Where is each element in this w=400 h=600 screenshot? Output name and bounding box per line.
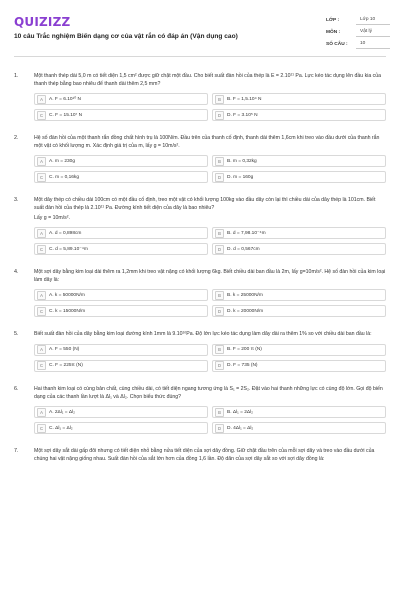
header-divider	[14, 56, 386, 57]
question-paragraph: Hệ số đàn hồi của một thanh rắn đồng chất hình trụ là 100N/m. Đầu trên của thanh cố định, thanh dài thêm 1,6cm khi treo vào đầu dưới của thanh rắn một vật có khối lượng m. Xác định giá trị của m, lấy g = 10m/s².	[34, 135, 380, 149]
question-4	[14, 269, 386, 317]
answer-option-d[interactable]	[212, 305, 386, 317]
answer-options	[34, 227, 386, 255]
option-label: C. m = 0,16kg	[49, 174, 79, 180]
answer-options	[34, 289, 386, 317]
question-text	[34, 73, 386, 88]
question-spacer	[0, 317, 400, 331]
option-letter-box: B	[215, 95, 224, 104]
question-paragraph: Một dây thép có chiều dài 100cm có một đầu cố định, treo một vật có khối lượng 100kg vào đầu dây còn lại thì chiều dài của dây thép là 101cm. Biết suất đàn hồi của thép là 2.10¹¹ Pa. Đường kính tiết diện của dây là bao nhiêu?	[34, 197, 376, 211]
meta-question-count	[326, 38, 390, 50]
question-5	[14, 331, 386, 372]
question-number: 5.	[14, 331, 19, 338]
meta-value: Lớp 10	[356, 15, 390, 25]
option-letter-box: B	[215, 408, 224, 417]
question-body	[34, 135, 386, 183]
option-label: C. Δl₁ = Δl₂	[49, 425, 73, 431]
option-letter-box: D	[215, 111, 224, 120]
answer-option-b[interactable]	[212, 227, 386, 239]
answer-options	[34, 406, 386, 434]
question-body	[34, 386, 386, 434]
option-label: A. m = 230g	[49, 158, 75, 164]
option-letter-box: D	[215, 173, 224, 182]
question-text	[34, 386, 386, 401]
option-letter-box: D	[215, 307, 224, 316]
option-letter-box: B	[215, 291, 224, 300]
question-body	[34, 448, 386, 463]
meta-label: SỐ CÂU :	[326, 41, 348, 47]
option-letter-box: C	[37, 173, 46, 182]
question-1	[14, 73, 386, 121]
option-label: C. d = 5,89.10⁻⁴m	[49, 246, 88, 252]
question-paragraph: Lấy g = 10m/s².	[34, 214, 70, 221]
question-spacer	[0, 463, 400, 477]
question-spacer	[0, 183, 400, 197]
answer-option-a[interactable]	[34, 155, 208, 167]
question-body	[34, 269, 386, 317]
question-spacer	[0, 372, 400, 386]
page-title: 10 câu Trắc nghiệm Biến dạng cơ của vật rắn có đáp án (Vận dụng cao)	[14, 33, 238, 40]
answer-option-b[interactable]	[212, 289, 386, 301]
question-2	[14, 135, 386, 183]
answer-option-c[interactable]	[34, 109, 208, 121]
option-letter-box: A	[37, 157, 46, 166]
question-number: 1.	[14, 73, 19, 79]
option-label: A. F = 6.10¹⁰ N	[49, 96, 81, 102]
answer-option-a[interactable]	[34, 406, 208, 418]
option-letter-box: B	[215, 345, 224, 354]
question-6	[14, 386, 386, 434]
option-label: B. m = 0,32kg	[227, 158, 257, 164]
option-label: D. F = 735 (N)	[227, 363, 258, 369]
question-spacer	[0, 121, 400, 135]
option-letter-box: A	[37, 291, 46, 300]
option-letter-box: C	[37, 111, 46, 120]
answer-option-a[interactable]	[34, 289, 208, 301]
question-spacer	[0, 255, 400, 269]
answer-option-a[interactable]	[34, 344, 208, 356]
quizizz-logo: QUIZIZZ	[14, 15, 71, 29]
question-text	[34, 448, 386, 463]
question-number: 2.	[14, 135, 19, 142]
meta-label: LỚP :	[326, 17, 340, 23]
answer-option-b[interactable]	[212, 344, 386, 356]
answer-option-c[interactable]	[34, 305, 208, 317]
answer-options	[34, 344, 386, 372]
question-number: 3.	[14, 197, 19, 204]
answer-option-b[interactable]	[212, 155, 386, 167]
question-paragraph: Một sợi dây sắt dài gấp đôi nhưng có tiết diện nhỏ bằng nửa tiết diện của sợi dây đồng. Giữ chặt đầu trên của mỗi sợi dây và treo vào đầu dưới của chúng hai vật nặng giống nhau. Suất đàn hồi của sắt lớn hơn của đồng 1,6 lần. Độ dãn của sợi dây sắt so với sợi dây đồng là:	[34, 448, 375, 462]
question-paragraph: Một sợi dây bằng kim loại dài thêm ra 1,2mm khi treo vật nặng có khối lượng 6kg. Biết chiều dài ban đầu là 2m, lấy g=10m/s². Hệ số đàn hồi của kim loại làm dây là:	[34, 269, 386, 283]
option-label: C. F = 15.10⁷ N	[49, 112, 83, 118]
option-label: B. F = 1,5.10⁴ N	[227, 96, 262, 102]
answer-options	[34, 93, 386, 121]
answer-option-c[interactable]	[34, 360, 208, 372]
option-label: D. F = 3.10⁵ N	[227, 112, 258, 118]
option-letter-box: A	[37, 345, 46, 354]
question-text	[34, 197, 386, 222]
option-label: A. 2Δl₁ = Δl₂	[49, 409, 76, 415]
option-letter-box: A	[37, 229, 46, 238]
option-letter-box: C	[37, 424, 46, 433]
question-list	[0, 73, 400, 477]
option-label: D. k = 20000N/m	[227, 308, 264, 314]
option-letter-box: D	[215, 245, 224, 254]
option-label: A. k = 50000N/m	[49, 292, 85, 298]
option-label: B. F = 200 π (N)	[227, 347, 262, 353]
answer-option-d[interactable]	[212, 422, 386, 434]
answer-option-c[interactable]	[34, 422, 208, 434]
answer-option-b[interactable]	[212, 406, 386, 418]
option-label: C. F = 225π (N)	[49, 363, 83, 369]
question-paragraph: Hai thanh kim loại có cùng bản chất, cùng chiều dài, có tiết diện ngang tương ứng là S₁ = 2S₂. Đặt vào hai thanh những lực có cùng độ lớn. Gọi độ biến dạng của các thanh lần lượt là Δl₁ và Δl₂. Chọn biểu thức đúng?	[34, 385, 383, 400]
option-letter-box: C	[37, 361, 46, 370]
option-letter-box: C	[37, 307, 46, 316]
question-body	[34, 73, 386, 121]
question-body	[34, 331, 386, 372]
answer-option-c[interactable]	[34, 171, 208, 183]
option-letter-box: B	[215, 229, 224, 238]
option-label: A. F = 550 (N)	[49, 347, 80, 353]
question-paragraph: Biết suất đàn hồi của dây bằng kim loại đường kính 1mm là 9.10¹⁰Pa. Độ lớn lực kéo tác dụng làm dây dài ra thêm 1% so với chiều dài ban đầu là:	[34, 331, 372, 338]
option-label: D. m = 160g	[227, 174, 254, 180]
answer-option-a[interactable]	[34, 93, 208, 105]
meta-value: Vật lý	[356, 27, 390, 37]
question-3	[14, 197, 386, 255]
option-letter-box: A	[37, 95, 46, 104]
question-body	[34, 197, 386, 255]
option-letter-box: A	[37, 408, 46, 417]
answer-option-d[interactable]	[212, 171, 386, 183]
answer-option-b[interactable]	[212, 93, 386, 105]
answer-option-d[interactable]	[212, 360, 386, 372]
question-spacer	[0, 434, 400, 448]
option-letter-box: D	[215, 361, 224, 370]
answer-options	[34, 155, 386, 183]
question-number: 4.	[14, 269, 19, 276]
meta-class	[326, 14, 390, 26]
answer-option-d[interactable]	[212, 109, 386, 121]
meta-value: 10	[356, 39, 390, 49]
answer-option-c[interactable]	[34, 243, 208, 255]
meta-subject	[326, 26, 390, 38]
worksheet-meta	[326, 14, 390, 50]
option-label: C. k = 15000N/m	[49, 308, 86, 314]
option-label: A. d = 0,898cm	[49, 230, 82, 236]
option-label: D. d = 0,567cm	[227, 246, 260, 252]
meta-label: MÔN :	[326, 29, 341, 35]
option-label: B. d = 7,98.10⁻⁴m	[227, 230, 266, 236]
question-text	[34, 135, 386, 150]
question-number: 6.	[14, 385, 19, 392]
option-label: B. Δl₁ = 2Δl₂	[227, 409, 254, 415]
answer-option-a[interactable]	[34, 227, 208, 239]
question-7	[14, 448, 386, 463]
question-text	[34, 269, 386, 284]
question-text	[34, 331, 386, 339]
answer-option-d[interactable]	[212, 243, 386, 255]
question-paragraph: Một thanh thép dài 5,0 m có tiết diện 1,5 cm² được giữ chặt một đầu. Cho biết suất đàn hồi của thép là E = 2.10¹¹ Pa. Lực kéo tác dụng lên đầu kia của thanh thép bằng bao nhiêu để thanh dài thêm 2,5 mm?	[34, 73, 382, 87]
option-label: B. k = 25000N/m	[227, 292, 263, 298]
option-letter-box: D	[215, 424, 224, 433]
question-number: 7.	[14, 448, 19, 455]
option-letter-box: C	[37, 245, 46, 254]
option-label: D. 4Δl₁ = Δl₂	[227, 425, 254, 431]
option-letter-box: B	[215, 157, 224, 166]
